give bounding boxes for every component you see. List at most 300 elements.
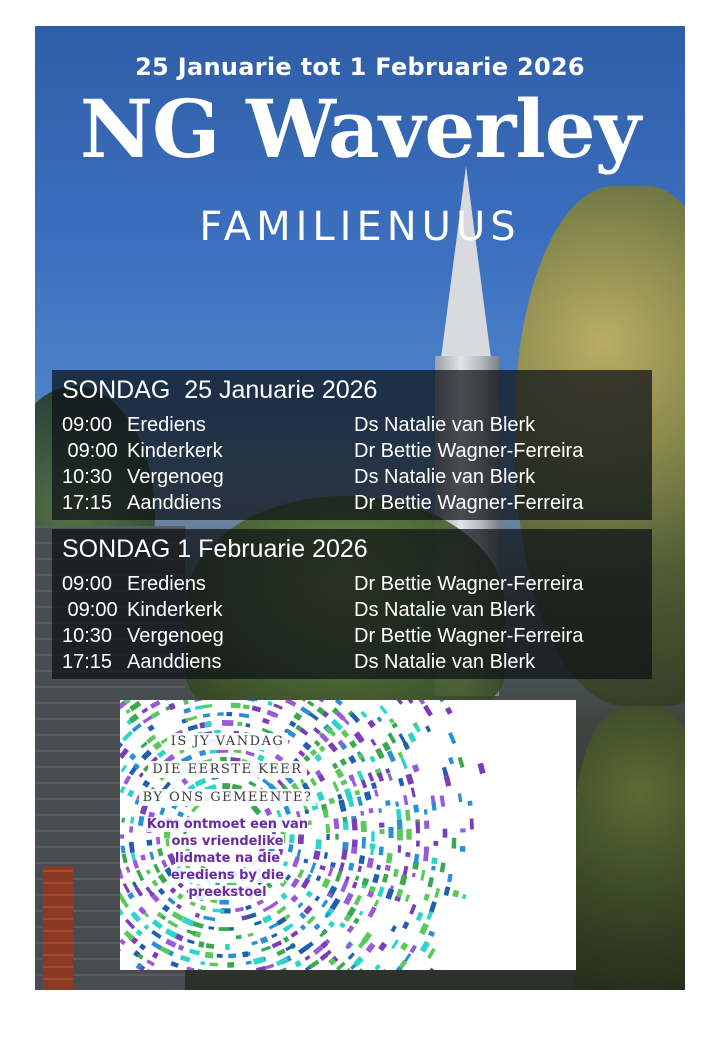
mosaic-tile: [367, 719, 376, 728]
mosaic-tile: [424, 809, 428, 815]
mosaic-tile: [409, 904, 416, 915]
mosaic-tile: [407, 700, 414, 704]
mosaic-tile: [152, 919, 163, 929]
mosaic-tile: [387, 750, 396, 762]
mosaic-tile: [290, 930, 298, 937]
mosaic-tile: [125, 919, 135, 930]
mosaic-tile: [307, 915, 316, 924]
mosaic-tile: [260, 936, 268, 944]
welcome-line: DIE EERSTE KEER: [120, 756, 335, 784]
mosaic-tile: [276, 957, 288, 966]
welcome-line: IS JY VANDAG: [120, 728, 335, 756]
mosaic-tile: [162, 904, 170, 912]
mosaic-tile: [195, 913, 200, 919]
mosaic-tile: [222, 720, 234, 726]
mosaic-tile: [313, 923, 320, 930]
service-time: 09:00: [62, 440, 118, 462]
date-range: 25 Januarie tot 1 Februarie 2026: [135, 53, 585, 81]
mosaic-tile: [391, 925, 397, 932]
mosaic-tile: [425, 725, 431, 732]
mosaic-tile: [448, 732, 456, 744]
mosaic-tile: [398, 778, 404, 785]
mosaic-tile: [241, 915, 247, 921]
mosaic-tile: [362, 837, 366, 849]
mosaic-tile: [448, 757, 454, 765]
mosaic-tile: [182, 917, 195, 927]
mosaic-tile: [341, 849, 348, 860]
mosaic-tile: [186, 967, 194, 970]
mosaic-tile: [236, 935, 242, 939]
mosaic-tile: [436, 700, 445, 703]
mosaic-tile: [371, 831, 375, 841]
mosaic-tile: [402, 921, 409, 929]
schedule-sunday-1: [52, 370, 652, 520]
mosaic-tile: [370, 848, 374, 855]
mosaic-tile: [403, 795, 408, 805]
welcome-message: [120, 816, 335, 901]
church-name: NG Waverley: [79, 82, 641, 176]
mosaic-tile: [348, 862, 354, 870]
mosaic-tile: [340, 779, 347, 786]
mosaic-tile: [431, 801, 437, 811]
mosaic-tile: [370, 843, 376, 849]
mosaic-tile: [328, 921, 335, 928]
mosaic-tile: [405, 773, 414, 784]
mosaic-tile: [458, 793, 463, 802]
mosaic-tile: [379, 823, 385, 828]
mosaic-tile: [151, 941, 162, 950]
mosaic-tile: [245, 723, 250, 728]
service-time: 10:30: [62, 466, 113, 488]
mosaic-tile: [372, 874, 379, 884]
mosaic-tile: [262, 718, 270, 725]
service-time: 09:00: [62, 599, 118, 621]
mosaic-tile: [227, 962, 234, 968]
mosaic-tile: [400, 942, 408, 951]
mosaic-tile: [189, 949, 200, 956]
mosaic-tile: [146, 959, 155, 966]
mosaic-tile: [247, 933, 253, 937]
mosaic-tile: [360, 821, 366, 832]
mosaic-tile: [426, 911, 433, 920]
mosaic-tile: [347, 925, 355, 933]
mosaic-tile: [245, 905, 252, 911]
mosaic-tile: [187, 939, 195, 944]
mosaic-tile: [374, 964, 381, 970]
mosaic-tile: [385, 800, 391, 806]
mosaic-tile: [407, 732, 416, 743]
mosaic-tile: [377, 886, 385, 897]
mosaic-tile: [405, 810, 411, 821]
mosaic-tile: [352, 881, 358, 888]
mosaic-tile: [217, 712, 223, 716]
mosaic-tile: [295, 700, 306, 702]
mosaic-tile: [309, 712, 319, 721]
mosaic-tile: [368, 772, 375, 782]
service-leader: Dr Bettie Wagner-Ferreira: [354, 573, 584, 595]
mosaic-tile: [357, 796, 363, 806]
service-leader: Ds Natalie van Blerk: [354, 599, 536, 621]
mosaic-tile: [336, 962, 346, 970]
service-time: 17:15: [62, 651, 113, 673]
mosaic-tile: [378, 942, 387, 951]
mosaic-tile: [343, 892, 353, 905]
schedule-title: SONDAG 1 Februarie 2026: [62, 535, 368, 563]
mosaic-tile: [136, 929, 143, 936]
service-time: 10:30: [62, 625, 113, 647]
mosaic-tile: [377, 716, 383, 722]
mosaic-tile: [368, 808, 373, 814]
welcome-message-line: lidmate na die: [174, 851, 281, 866]
mosaic-tile: [209, 962, 218, 966]
schedule-title: SONDAG 25 Januarie 2026: [62, 376, 378, 404]
mosaic-tile: [152, 951, 159, 958]
newsletter-title: FAMILIENUUS: [199, 204, 521, 250]
mosaic-tile: [427, 948, 436, 959]
mosaic-tile: [376, 865, 381, 871]
service-time: 09:00: [62, 414, 113, 436]
mosaic-tile: [443, 829, 448, 838]
mosaic-tile: [354, 895, 362, 906]
mosaic-tile: [431, 857, 437, 864]
mosaic-tile: [470, 818, 474, 829]
schedule-row: [62, 625, 642, 651]
mosaic-tile: [364, 791, 372, 801]
mosaic-tile: [335, 871, 342, 883]
service-name: Aanddiens: [127, 651, 222, 673]
mosaic-tile: [243, 704, 250, 709]
mosaic-tile: [125, 709, 131, 714]
mosaic-tile: [440, 795, 446, 807]
mosaic-tile: [371, 782, 377, 789]
mosaic-tile: [172, 911, 184, 921]
mosaic-tile: [342, 842, 348, 850]
mosaic-tile: [412, 873, 416, 878]
mosaic-tile: [414, 854, 420, 864]
mosaic-tile: [253, 956, 265, 965]
mosaic-tile: [348, 755, 356, 764]
mosaic-tile: [235, 907, 244, 912]
mosaic-tile: [289, 720, 296, 727]
welcome-line: BY ONS GEMEENTE?: [120, 784, 335, 812]
poster: [35, 26, 685, 990]
mosaic-tile: [416, 822, 421, 834]
mosaic-tile: [440, 862, 446, 872]
mosaic-tile: [285, 700, 296, 707]
mosaic-tile: [405, 894, 410, 902]
mosaic-tile: [395, 801, 399, 807]
mosaic-tile: [120, 945, 121, 953]
mosaic-tile: [367, 858, 374, 869]
mosaic-tile: [176, 904, 182, 910]
schedule-sunday-2: [52, 529, 652, 679]
mosaic-tile: [277, 967, 288, 970]
service-name: Aanddiens: [127, 492, 222, 514]
service-leader: Ds Natalie van Blerk: [354, 414, 536, 436]
mosaic-tile: [428, 930, 435, 937]
mosaic-tile: [424, 820, 429, 829]
mosaic-tile: [164, 700, 171, 701]
mosaic-tile: [341, 729, 349, 738]
mosaic-tile: [263, 905, 272, 912]
welcome-card: [120, 700, 576, 970]
mosaic-tile: [299, 912, 306, 919]
service-leader: Dr Bettie Wagner-Ferreira: [354, 492, 584, 514]
mosaic-tile: [276, 906, 286, 915]
mosaic-tile: [462, 894, 466, 899]
mosaic-tile: [183, 700, 189, 705]
schedule-row: [62, 573, 642, 599]
mosaic-tile: [399, 875, 407, 886]
mosaic-tile: [378, 808, 382, 813]
mosaic-tile: [194, 700, 203, 702]
mosaic-tile: [190, 901, 196, 906]
mosaic-tile: [141, 707, 148, 713]
mosaic-tile: [165, 939, 176, 948]
mosaic-tile: [304, 955, 310, 961]
mosaic-tile: [426, 968, 435, 970]
mosaic-tile: [167, 920, 178, 928]
mosaic-tile: [120, 908, 124, 916]
mosaic-tile: [185, 716, 197, 722]
mosaic-tile: [335, 700, 343, 706]
mosaic-tile: [460, 828, 465, 832]
welcome-message-line: erediens by die: [170, 868, 285, 883]
mosaic-tile: [293, 712, 302, 721]
schedule-row: [62, 440, 642, 466]
mosaic-tile: [231, 702, 241, 708]
mosaic-tile: [398, 845, 402, 853]
mosaic-tile: [397, 820, 403, 829]
mosaic-tile: [269, 922, 279, 929]
mosaic-tile: [145, 969, 156, 970]
mosaic-tile: [294, 960, 301, 968]
mosaic-tile: [379, 846, 384, 855]
mosaic-tile: [381, 969, 388, 970]
mosaic-tile: [391, 939, 399, 949]
mosaic-tile: [130, 911, 141, 922]
mosaic-tile: [348, 798, 355, 807]
mosaic-tile: [374, 899, 380, 906]
mosaic-tile: [366, 942, 376, 953]
service-leader: Dr Bettie Wagner-Ferreira: [354, 625, 584, 647]
mosaic-tile: [351, 846, 358, 854]
mosaic-tile: [197, 969, 203, 970]
mosaic-tile: [379, 705, 387, 714]
mosaic-tile: [382, 873, 389, 882]
mosaic-tile: [180, 955, 191, 963]
mosaic-tile: [405, 852, 410, 857]
mosaic-tile: [458, 757, 465, 768]
mosaic-tile: [393, 869, 399, 877]
mosaic-tile: [242, 951, 248, 957]
mosaic-tile: [460, 846, 466, 852]
mosaic-tile: [398, 752, 404, 759]
mosaic-tile: [419, 923, 429, 935]
mosaic-tile: [298, 944, 310, 954]
brick-pillar: [43, 866, 73, 990]
mosaic-tile: [358, 855, 365, 864]
mosaic-tile: [382, 742, 391, 752]
mosaic-tile: [411, 787, 416, 797]
service-name: Kinderkerk: [127, 599, 223, 621]
mosaic-tile: [358, 968, 365, 970]
mosaic-tile: [262, 915, 272, 924]
tree-bottom-right: [575, 706, 685, 990]
mosaic-tile: [370, 739, 376, 746]
mosaic-tile: [386, 853, 393, 864]
mosaic-tile: [317, 700, 325, 703]
mosaic-tile: [396, 700, 403, 705]
mosaic-tile: [129, 969, 137, 970]
mosaic-tile: [217, 954, 223, 958]
schedule-row: [62, 466, 642, 492]
mosaic-tile: [348, 952, 355, 959]
mosaic-tile: [412, 764, 420, 773]
service-name: Vergenoeg: [127, 625, 224, 647]
mosaic-tile: [400, 757, 407, 769]
mosaic-tile: [413, 804, 419, 812]
mosaic-tile: [445, 707, 453, 715]
mosaic-tile: [385, 865, 391, 871]
mosaic-tile: [434, 888, 440, 898]
mosaic-tile: [283, 936, 289, 943]
mosaic-tile: [200, 961, 205, 965]
schedule-row: [62, 414, 642, 440]
mosaic-tile: [254, 920, 262, 925]
schedule-row: [62, 492, 642, 518]
mosaic-tile: [261, 946, 271, 952]
mosaic-tile: [120, 939, 126, 946]
mosaic-tile: [219, 927, 230, 931]
mosaic-tile: [433, 841, 438, 846]
mosaic-tile: [385, 768, 390, 774]
mosaic-tile: [396, 809, 402, 821]
mosaic-tile: [388, 827, 393, 838]
mosaic-tile: [267, 710, 279, 718]
mosaic-tile: [355, 875, 360, 880]
mosaic-tile: [410, 945, 417, 954]
mosaic-tile: [276, 949, 285, 956]
mosaic-tile: [271, 940, 282, 948]
mosaic-tile: [139, 943, 146, 950]
mosaic-tile: [225, 944, 230, 950]
mosaic-tile: [208, 926, 214, 930]
mosaic-tile: [129, 701, 141, 712]
mosaic-tile: [183, 708, 191, 714]
mosaic-tile: [205, 952, 214, 959]
mosaic-tile: [447, 874, 453, 883]
mosaic-tile: [337, 794, 342, 800]
mosaic-tile: [226, 712, 232, 716]
church-spire-top: [440, 166, 492, 366]
mosaic-tile: [252, 706, 262, 713]
mosaic-tile: [351, 778, 357, 787]
schedule-row: [62, 599, 642, 625]
mosaic-tile: [431, 866, 436, 871]
service-time: 09:00: [62, 573, 113, 595]
mosaic-tile: [237, 722, 242, 727]
mosaic-tile: [369, 755, 376, 762]
mosaic-tile: [349, 740, 357, 748]
welcome-message-line: ons vriendelike: [171, 834, 284, 849]
mosaic-tile: [228, 953, 236, 958]
mosaic-tile: [339, 922, 346, 929]
mosaic-tile: [416, 912, 424, 922]
mosaic-tile: [335, 768, 344, 778]
welcome-question: [120, 728, 335, 812]
mosaic-tile: [203, 704, 213, 708]
mosaic-tile: [206, 943, 215, 949]
welcome-message-line: preekstoel: [188, 885, 267, 900]
mosaic-tile: [452, 838, 457, 849]
mosaic-tile: [361, 779, 368, 788]
mosaic-tile: [150, 700, 161, 709]
service-name: Vergenoeg: [127, 466, 224, 488]
mosaic-tile: [340, 880, 349, 893]
mosaic-tile: [251, 941, 258, 946]
mosaic-tile: [423, 705, 433, 717]
service-name: Erediens: [127, 573, 206, 595]
mosaic-tile: [198, 941, 204, 948]
mosaic-tile: [420, 870, 425, 881]
mosaic-tile: [444, 886, 451, 896]
mosaic-tile: [256, 966, 266, 970]
mosaic-tile: [354, 790, 360, 796]
mosaic-tile: [300, 924, 306, 930]
mosaic-tile: [271, 933, 278, 938]
mosaic-tile: [200, 905, 206, 910]
mosaic-tile: [270, 901, 279, 909]
mosaic-tile: [353, 918, 360, 925]
mosaic-tile: [477, 763, 485, 775]
mosaic-tile: [427, 877, 434, 888]
mosaic-tile: [186, 929, 196, 935]
mosaic-tile: [360, 811, 364, 816]
mosaic-tile: [420, 941, 430, 953]
mosaic-tile: [418, 700, 426, 705]
mosaic-tile: [335, 834, 338, 840]
mosaic-tile: [416, 841, 420, 847]
mosaic-tile: [246, 961, 252, 965]
mosaic-tile: [307, 700, 315, 707]
mosaic-tile: [389, 718, 395, 724]
mosaic-tile: [359, 911, 364, 916]
welcome-message-line: Kom ontmoet een van: [146, 817, 309, 832]
mosaic-tile: [165, 928, 178, 938]
mosaic-tile: [273, 703, 283, 709]
mosaic-tile: [144, 924, 150, 930]
mosaic-tile: [452, 890, 459, 898]
mosaic-tile: [203, 713, 211, 718]
service-name: Kinderkerk: [127, 440, 223, 462]
mosaic-tile: [204, 721, 212, 727]
mosaic-tile: [343, 822, 349, 831]
mosaic-tile: [239, 713, 250, 718]
mosaic-tile: [374, 789, 379, 797]
mosaic-tile: [379, 829, 384, 834]
mosaic-tile: [340, 758, 348, 766]
mosaic-tile: [267, 701, 273, 706]
mosaic-tile: [339, 862, 345, 872]
mosaic-tile: [360, 711, 367, 718]
service-leader: Ds Natalie van Blerk: [354, 466, 536, 488]
mosaic-tile: [406, 829, 411, 840]
mosaic-tile: [375, 748, 385, 760]
mosaic-tile: [297, 902, 303, 908]
service-name: Erediens: [127, 414, 206, 436]
mosaic-tile: [357, 770, 365, 781]
